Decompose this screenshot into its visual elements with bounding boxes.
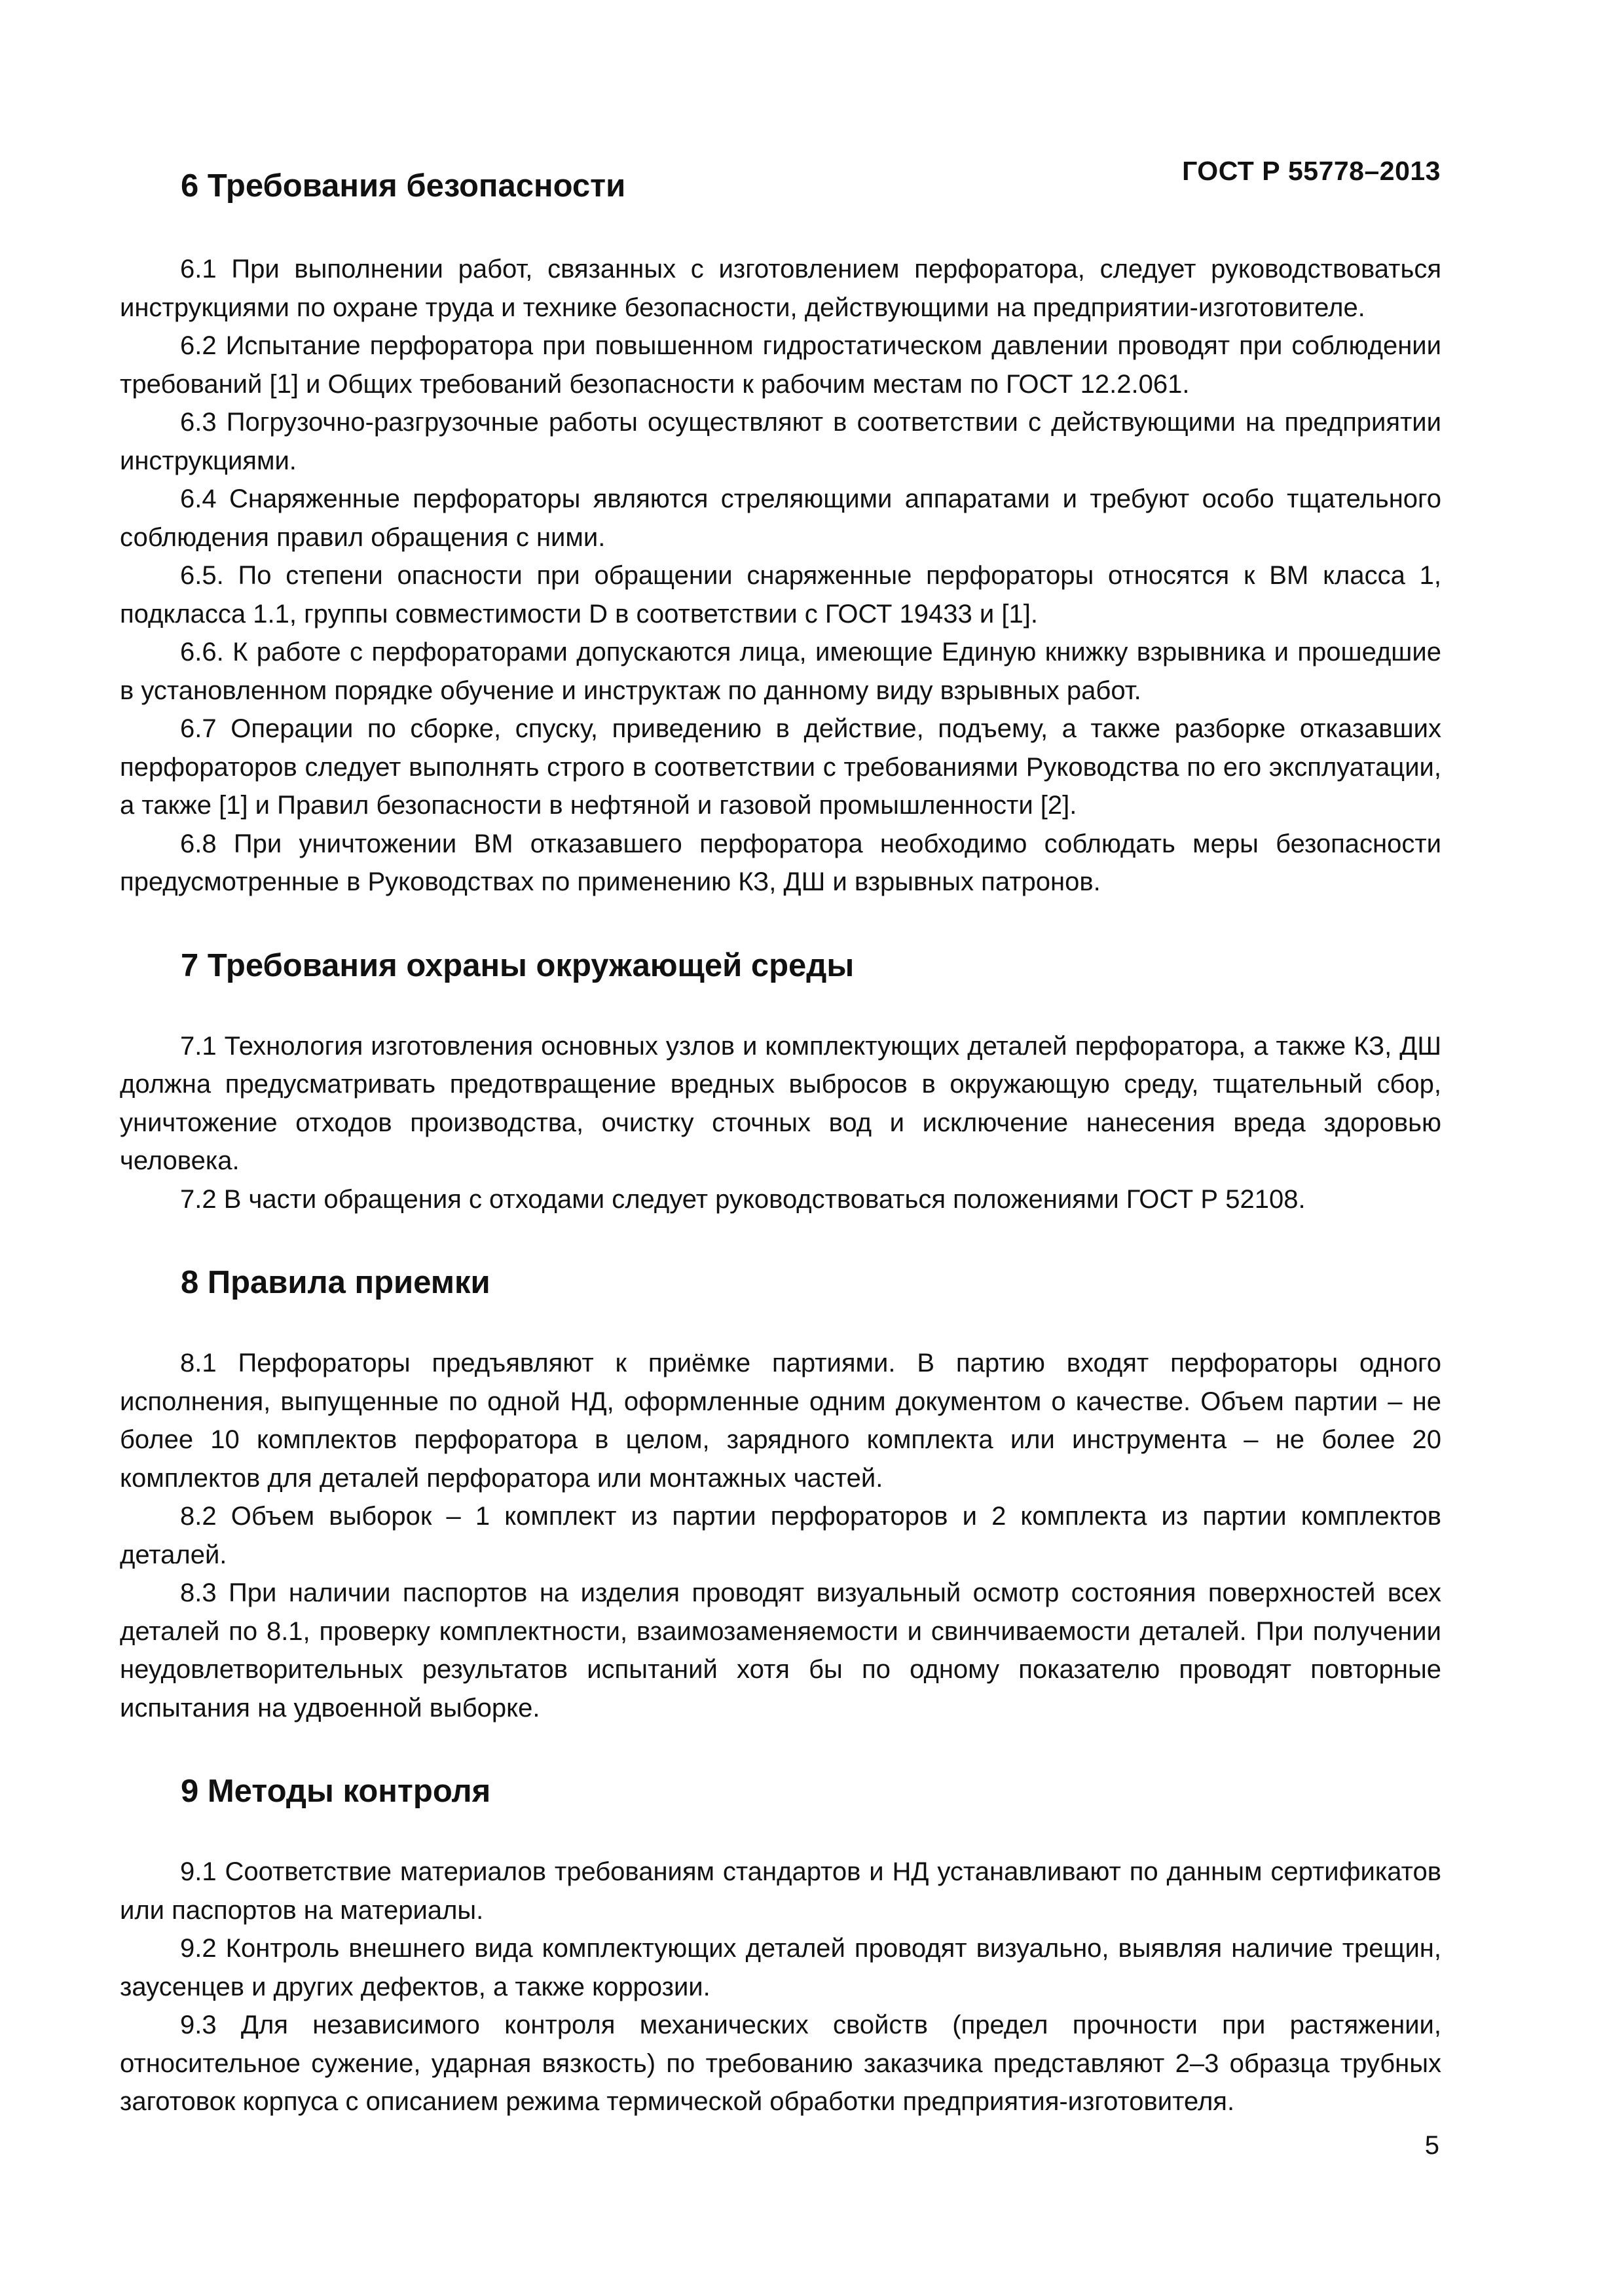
- paragraph-8-1: 8.1 Перфораторы предъявляют к приёмке партиями. В партию входят перфораторы одного исполнения, выпущенные по одной НД, оформленные одним документом о качестве. Объем партии – не более 10 комплектов перфоратора в целом, зарядного комплекта или инструмента – не более 20 комплектов для деталей перфоратора или монтажных частей.: [120, 1349, 1441, 1493]
- paragraph-6-1: 6.1 При выполнении работ, связанных с изготовлением перфоратора, следует руководствоваться инструкциями по охране труда и технике безопасности, действующими на предприятии-изготовителе.: [120, 255, 1441, 322]
- section-8-body: [120, 1344, 1441, 1727]
- section-7-title: 7 Требования охраны окружающей среды: [181, 947, 855, 983]
- paragraph-6-8: 6.8 При уничтожении ВМ отказавшего перфоратора необходимо соблюдать меры безопасности предусмотренные в Руководствах по применению КЗ, ДШ и взрывных патронов.: [120, 829, 1441, 896]
- paragraph-6-3: 6.3 Погрузочно-разгрузочные работы осуществляют в соответствии с действующими на предприятии инструкциями.: [120, 408, 1441, 475]
- paragraph-9-1: 9.1 Соответствие материалов требованиям стандартов и НД устанавливают по данным сертификатов или паспортов на материалы.: [120, 1857, 1441, 1925]
- paragraph-6-6: 6.6. К работе с перфораторами допускаются лица, имеющие Единую книжку взрывника и прошедшие в установленном порядке обучение и инструктаж по данному виду взрывных работ.: [120, 638, 1441, 705]
- section-9-body: [120, 1853, 1441, 2121]
- paragraph-6-4: 6.4 Снаряженные перфораторы являются стреляющими аппаратами и требуют особо тщательного соблюдения правил обращения с ними.: [120, 484, 1441, 552]
- paragraph-9-2: 9.2 Контроль внешнего вида комплектующих деталей проводят визуально, выявляя наличие трещин, заусенцев и других дефектов, а также коррозии.: [120, 1934, 1441, 2001]
- paragraph-6-2: 6.2 Испытание перфоратора при повышенном гидростатическом давлении проводят при соблюдении требований [1] и Общих требований безопасности к рабочим местам по ГОСТ 12.2.061.: [120, 331, 1441, 399]
- section-9-title: 9 Методы контроля: [181, 1774, 491, 1809]
- section-8-title: 8 Правила приемки: [181, 1265, 490, 1300]
- paragraph-7-1: 7.1 Технология изготовления основных узлов и комплектующих деталей перфоратора, а также КЗ, ДШ должна предусматривать предотвращение вредных выбросов в окружающую среду, тщательный сбор, уничтожение отходов производства, очистку сточных вод и исключение нанесения вреда здоровью человека.: [120, 1031, 1441, 1175]
- section-6-title: 6 Требования безопасности: [181, 168, 626, 204]
- paragraph-8-3: 8.3 При наличии паспортов на изделия проводят визуальный осмотр состояния поверхностей всех деталей по 8.1, проверку комплектности, взаимозаменяемости и свинчиваемости деталей. При получении неудовлетворительных результатов испытаний хотя бы по одному показателю проводят повторные испытания на удвоенной выборке.: [120, 1578, 1441, 1722]
- paragraph-6-5: 6.5. По степени опасности при обращении снаряженные перфораторы относятся к ВМ класса 1, подкласса 1.1, группы совместимости D в соответствии с ГОСТ 19433 и [1].: [120, 561, 1441, 629]
- page-content: [120, 162, 1441, 2121]
- document-code: ГОСТ Р 55778–2013: [1182, 156, 1441, 186]
- paragraph-7-2: 7.2 В части обращения с отходами следует руководствоваться положениями ГОСТ Р 52108.: [180, 1184, 1306, 1214]
- section-6-body: [120, 250, 1441, 902]
- section-7-body: [120, 1027, 1441, 1219]
- paragraph-9-3: 9.3 Для независимого контроля механических свойств (предел прочности при растяжении, относительное сужение, ударная вязкость) по требованию заказчика представляют 2–3 образца трубных заготовок корпуса с описанием режима термической обработки предприятия-изготовителя.: [120, 2011, 1441, 2116]
- paragraph-8-2: 8.2 Объем выборок – 1 комплект из партии перфораторов и 2 комплекта из партии комплектов деталей.: [120, 1502, 1441, 1569]
- page-number: 5: [1424, 2131, 1439, 2160]
- paragraph-6-7: 6.7 Операции по сборке, спуску, приведению в действие, подъему, а также разборке отказавших перфораторов следует выполнять строго в соответствии с требованиями Руководства по его эксплуатации, а также [1] и Правил безопасности в нефтяной и газовой промышленности [2].: [120, 714, 1441, 820]
